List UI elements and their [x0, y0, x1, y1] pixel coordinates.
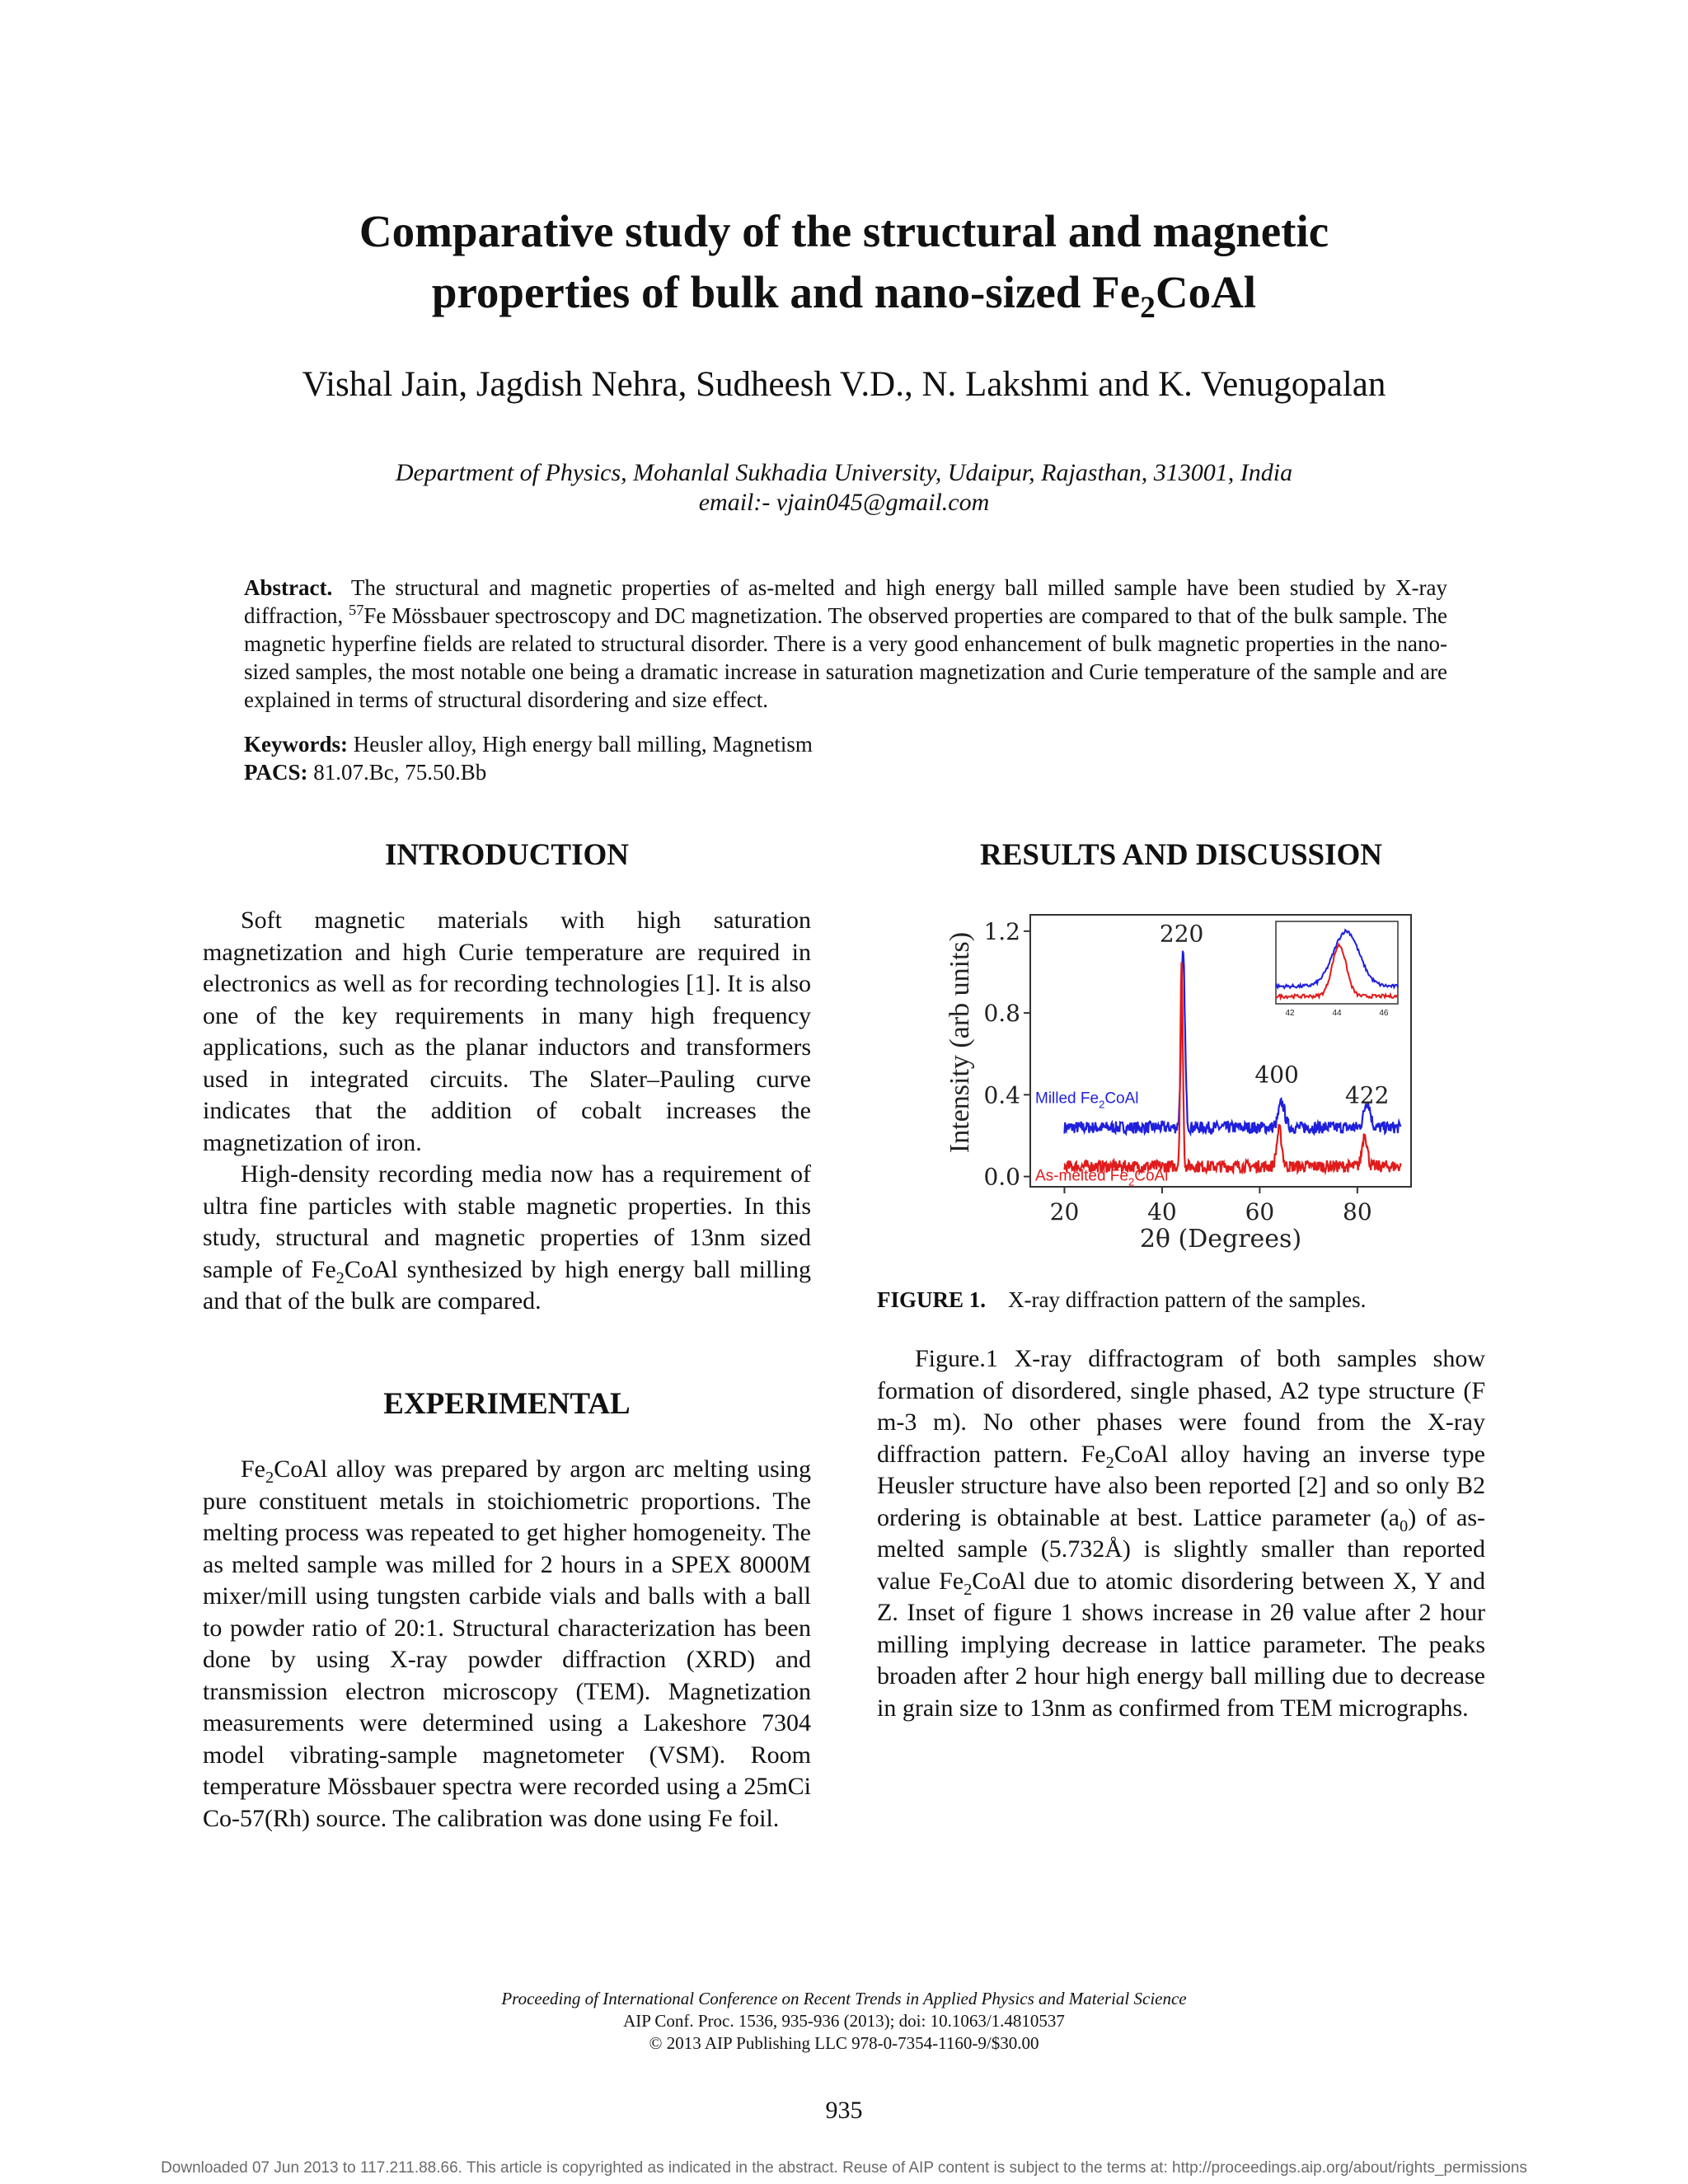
affiliation	[165, 458, 1523, 518]
legend-milled: Milled $Fe_2CoAl$	[1035, 1090, 1139, 1111]
results-paragraph: Figure.1 X-ray diffractogram of both samples show formation of disordered, single phased, A2 type structure (F m-3 m). No other phases were found from the X-ray diffraction pattern. $Fe_2CoAl$ alloy having an inverse type Heusler structure have also been reported [2] and so only B2 ordering is obtainable at best. Lattice parameter $(a_0)$ of as-melted sample (5.732Å) is slightly smaller than reported value $Fe_2CoAl$ due to atomic disordering between X, Y and Z. Inset of figure 1 shows increase in 2θ value after 2 hour milling implying decrease in lattice parameter. The peaks broaden after 2 hour high energy ball milling due to decrease in grain size to 13nm as confirmed from TEM micrographs.	[877, 1345, 1486, 1722]
inset-plot	[1276, 921, 1398, 1018]
keywords: Keywords: Heusler alloy, High energy ball milling, Magnetism	[244, 732, 813, 757]
x-tick-label: 60	[1245, 1198, 1275, 1226]
download-notice: Downloaded 07 Jun 2013 to 117.211.88.66. This article is copyrighted as indicated in the abstract. Reuse of AIP content is subject to the terms at: http://proceedings.aip.org/about/rights_permissions	[161, 2159, 1527, 2177]
inset-frame	[1276, 921, 1398, 1004]
abstract-label: Abstract.	[244, 575, 333, 600]
introduction-body	[203, 905, 811, 1318]
experimental-body	[203, 1454, 811, 1835]
x-tick-label: 20	[1049, 1198, 1080, 1226]
paper-title	[165, 201, 1523, 323]
x-axis-label: 2θ (Degrees)	[1139, 1225, 1302, 1254]
inset-tick-label: 42	[1285, 1009, 1295, 1018]
y-tick-label: 0.8	[983, 1000, 1020, 1028]
y-tick-label: 1.2	[983, 917, 1020, 945]
footer	[165, 1988, 1523, 2055]
y-tick-label: 0.0	[983, 1163, 1020, 1191]
email: email:- vjain045@gmail.com	[698, 489, 990, 516]
xrd-chart	[940, 907, 1418, 1269]
y-tick-label: 0.4	[983, 1081, 1020, 1109]
pacs: PACS: 81.07.Bc, 75.50.Bb	[244, 760, 487, 785]
introduction-heading: INTRODUCTION	[384, 838, 630, 872]
y-axis-label: Intensity (arb units)	[945, 931, 975, 1154]
x-tick-label: 40	[1147, 1198, 1177, 1226]
authors: Vishal Jain, Jagdish Nehra, Sudheesh V.D., N. Lakshmi and K. Venugopalan	[302, 365, 1386, 404]
results-heading: RESULTS AND DISCUSSION	[979, 838, 1383, 872]
figure-label: FIGURE 1.	[877, 1287, 987, 1312]
inset-tick-label: 44	[1332, 1009, 1342, 1018]
intro-paragraph-1: Soft magnetic materials with high saturation magnetization and high Curie temperature are required in electronics as well as for recording technologies [1]. It is also one of the key requirements in many high frequency applications, such as the planar inductors and transformers used in integrated circuits. The Slater–Pauling curve indicates that the addition of cobalt increases the magnetization of iron.	[203, 907, 811, 1156]
abstract: Abstract. The structural and magnetic properties of as-melted and high energy ball milled sample have been studied by X-ray diffraction, $^{57}$Fe Mössbauer spectroscopy and DC magnetization. The observed properties are compared to that of the bulk sample. The magnetic hyperfine fields are related to structural disorder. There is a very good enhancement of bulk magnetic properties in the nano-sized samples, the most notable one being a dramatic increase in saturation magnetization and Curie temperature of the sample and are explained in terms of structural disordering and size effect.	[244, 575, 1447, 712]
title-line-2: properties of bulk and nano-sized $Fe_2CoAl$	[431, 267, 1257, 325]
peak-label-220: 220	[1159, 920, 1204, 948]
legend-as-melted: As-melted $Fe_2CoAl$	[1035, 1167, 1169, 1188]
page-number: 935	[825, 2097, 863, 2124]
figure-caption	[877, 1287, 1485, 1313]
legends	[1035, 1090, 1168, 1188]
figure-caption-text: X-ray diffraction pattern of the samples.	[1008, 1287, 1367, 1312]
experimental-paragraph: $Fe_2CoAl$ alloy was prepared by argon arc melting using pure constituent metals in stoichiometric proportions. The melting process was repeated to get higher homogeneity. The as melted sample was milled for 2 hours in a SPEX 8000M mixer/mill using tungsten carbide vials and balls with a ball to powder ratio of 20:1. Structural characterization has been done by using X-ray powder diffraction (XRD) and transmission electron microscopy (TEM). Magnetization measurements were determined using a Lakeshore 7304 model vibrating-sample magnetometer (VSM). Room temperature Mössbauer spectra were recorded using a 25mCi Co-57(Rh) source. The calibration was done using Fe foil.	[203, 1455, 811, 1832]
citation: AIP Conf. Proc. 1536, 935-936 (2013); doi: 10.1063/1.4810537	[623, 2011, 1065, 2031]
x-ticks	[1050, 1187, 1372, 1226]
intro-paragraph-2: High-density recording media now has a requirement of ultra fine particles with stable magnetic properties. In this study, structural and magnetic properties of 13nm sized sample of $Fe_2CoAl$ synthesized by high energy ball milling and that of the bulk are compared.	[203, 1160, 811, 1315]
conference-name: Proceeding of International Conference on Recent Trends in Applied Physics and Material Science	[501, 1989, 1187, 2008]
results-body	[877, 1343, 1485, 1724]
affiliation-line: Department of Physics, Mohanlal Sukhadia University, Udaipur, Rajasthan, 313001, India	[395, 459, 1293, 486]
peak-label-422: 422	[1344, 1081, 1390, 1109]
peak-label-400: 400	[1254, 1061, 1299, 1089]
keywords-block	[244, 730, 813, 786]
inset-tick-label: 46	[1379, 1009, 1389, 1018]
y-ticks	[983, 918, 1030, 1191]
x-tick-label: 80	[1343, 1198, 1372, 1226]
title-line-1: Comparative study of the structural and magnetic	[359, 206, 1329, 256]
copyright: © 2013 AIP Publishing LLC 978-0-7354-1160-9/$30.00	[649, 2033, 1039, 2053]
experimental-heading: EXPERIMENTAL	[383, 1387, 631, 1421]
